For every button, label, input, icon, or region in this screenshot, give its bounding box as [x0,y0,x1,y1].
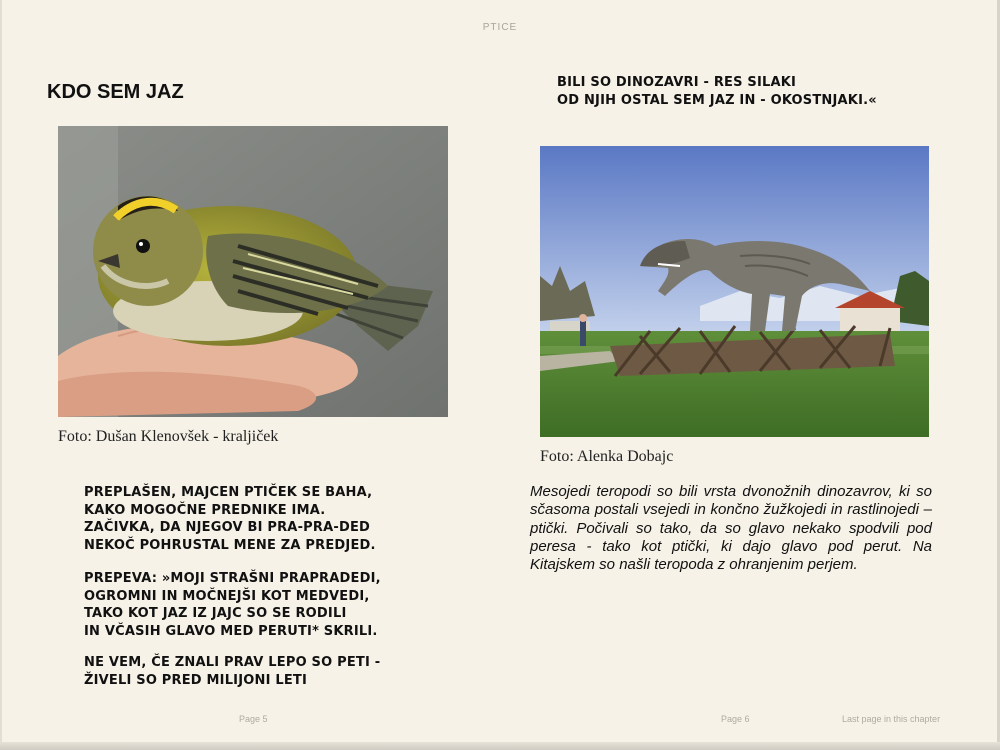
poem-stanza-3: NE VEM, ČE ZNALI PRAV LEPO SO PETI - ŽIVELI SO PRED MILIJONI LETI [84,655,381,688]
dinosaur-photo-caption: Foto: Alenka Dobajc [540,448,674,465]
bird-photo [58,126,448,417]
page-edge-bottom [0,742,1000,750]
dinosaur-photo [540,146,929,437]
prose-paragraph: Mesojedi teropodi so bili vrsta dvonožnih dinozavrov, ki so sčasoma postali vsejedi in končno žužkojedi in rastlinojedi – ptički. Počivali so tako, da so glavo nekako spodvili pod peresa - tako kot ptički, ki dajo glavo pod perut. Na Kitajskem so našli teropoda z ohranjenim perjem. [530,483,932,574]
poem-stanza-1: PREPLAŠEN, MAJCEN PTIČEK SE BAHA, KAKO MOGOČNE PREDNIKE IMA. ZAČIVKA, DA NJEGOV BI PRA-PRA-DED NEKOČ POHRUSTAL MENE ZA PREDJED. [84,485,376,553]
page-title: KDO SEM JAZ [47,81,184,103]
bird-photo-caption: Foto: Dušan Klenovšek - kraljiček [58,428,279,445]
chapter-header: PTICE [482,22,518,33]
chapter-end-note: Last page in this chapter [842,714,941,724]
poem-stanza-4: BILI SO DINOZAVRI - RES SILAKI OD NJIH OSTAL SEM JAZ IN - OKOSTNJAKI.« [557,75,877,108]
page-number-right: Page 6 [721,714,750,724]
poem-stanza-2: PREPEVA: »MOJI STRAŠNI PRAPRADEDI, OGROMNI IN MOČNEJŠI KOT MEDVEDI, TAKO KOT JAZ IZ JAJC SO SE RODILI IN VČASIH GLAVO MED PERUTI* SKRILI. [84,571,381,639]
page-number-left: Page 5 [239,714,268,724]
page-edge-left [0,0,2,750]
